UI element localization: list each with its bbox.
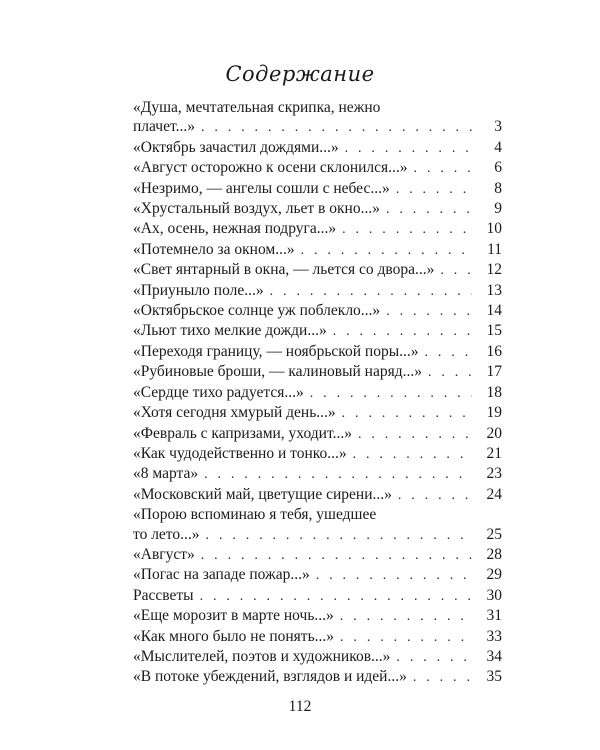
toc-entry-page: 34 — [486, 647, 502, 665]
toc-entry — [133, 158, 502, 178]
toc-entry-title: «Московский май, цветущие сирени...» — [133, 485, 392, 503]
toc-entry-row — [133, 199, 502, 219]
toc-entry-row — [133, 158, 502, 178]
toc-entry-title: «Потемнело за окном...» — [133, 240, 295, 258]
toc-entry-row — [133, 342, 502, 362]
toc-entry-page: 3 — [494, 118, 502, 136]
toc-entry-page: 28 — [486, 545, 502, 563]
dot-leader — [264, 282, 472, 301]
toc-entry — [133, 444, 502, 464]
toc-entry-page: 10 — [486, 220, 502, 238]
toc-entry-title: «Мыслителей, поэтов и художников...» — [133, 647, 391, 665]
toc-entry-title: «В потоке убеждений, взглядов и идей...» — [133, 668, 407, 686]
toc-entry-title: «Ах, осень, нежная подруга...» — [133, 220, 337, 238]
dot-leader — [422, 363, 472, 382]
dot-leader — [336, 220, 472, 239]
toc-entry — [133, 362, 502, 382]
toc-entry-page: 17 — [486, 363, 502, 381]
toc-entry-title: «Август» — [133, 545, 195, 563]
toc-entry-row — [133, 647, 502, 667]
dot-leader — [434, 261, 472, 280]
dot-leader — [352, 425, 472, 444]
toc-entry-title: «Переходя границу, — ноябрьской поры...» — [133, 342, 419, 360]
toc-entry-title: «Хотя сегодня хмурый день...» — [133, 404, 336, 422]
toc-entry-page: 12 — [486, 261, 502, 279]
dot-leader — [392, 486, 472, 505]
dot-leader — [339, 139, 472, 158]
toc-entry-page: 13 — [486, 281, 502, 299]
toc-entry — [133, 281, 502, 301]
toc-entry-page: 19 — [486, 404, 502, 422]
dot-leader — [194, 587, 472, 606]
toc-entry — [133, 138, 502, 158]
toc-entry — [133, 98, 502, 138]
toc-entry-row — [133, 321, 502, 341]
toc-entry-page: 9 — [494, 200, 502, 218]
toc-entry-page: 16 — [486, 342, 502, 360]
toc-entry — [133, 342, 502, 362]
toc-entry-page: 23 — [486, 465, 502, 483]
toc-entry — [133, 383, 502, 403]
dot-leader — [408, 159, 472, 178]
dot-leader — [380, 200, 472, 219]
toc-entry-page: 35 — [486, 668, 502, 686]
toc-entry-row — [133, 362, 502, 382]
toc-entry-page: 25 — [486, 525, 502, 543]
toc-entry-row — [133, 586, 502, 606]
dot-leader — [195, 546, 472, 565]
dot-leader — [310, 566, 472, 585]
toc-entry — [133, 464, 502, 484]
toc-entry-title: «Октябрь зачастил дождями...» — [133, 138, 339, 156]
toc-entry-row — [133, 545, 502, 565]
toc-entry — [133, 301, 502, 321]
toc-entry-title: «Сердце тихо радуется...» — [133, 383, 304, 401]
toc-entry-row — [133, 464, 502, 484]
toc-entry-page: 30 — [486, 586, 502, 604]
toc-entry — [133, 586, 502, 606]
toc-entry-row — [133, 403, 502, 423]
toc-entry-row — [133, 219, 502, 239]
toc-entry-row — [133, 179, 502, 199]
toc-entry-page: 15 — [486, 322, 502, 340]
toc-entry-page: 6 — [494, 159, 502, 177]
toc-entry-row — [133, 260, 502, 280]
toc-entry-page: 29 — [486, 566, 502, 584]
toc-entry-row — [133, 281, 502, 301]
dot-leader — [390, 180, 472, 199]
toc-entry-page: 4 — [494, 138, 502, 156]
toc-entry-page: 18 — [486, 383, 502, 401]
toc-entry — [133, 179, 502, 199]
toc-entry-title: «Незримо, — ангелы сошли с небес...» — [133, 179, 390, 197]
toc-entry-title: то лето...» — [133, 525, 200, 543]
toc-entry — [133, 321, 502, 341]
dot-leader — [390, 648, 472, 667]
toc-entry-row — [133, 138, 502, 158]
toc-entry-page: 20 — [486, 424, 502, 442]
toc-entry-title: «8 марта» — [133, 465, 199, 483]
toc-entry-row — [133, 444, 502, 464]
dot-leader — [407, 668, 472, 687]
toc-entry — [133, 545, 502, 565]
toc-entry-page: 21 — [486, 444, 502, 462]
dot-leader — [334, 628, 472, 647]
toc-entry — [133, 667, 502, 687]
toc-entry-title: «Рубиновые броши, — калиновый наряд...» — [133, 363, 422, 381]
toc-entry — [133, 647, 502, 667]
toc-entry — [133, 505, 502, 545]
dot-leader — [195, 118, 472, 137]
dot-leader — [295, 241, 472, 260]
toc-entry — [133, 240, 502, 260]
toc-entry-title-line: «Душа, мечтательная скрипка, нежно — [133, 99, 381, 116]
dot-leader — [419, 343, 472, 362]
toc-entry — [133, 627, 502, 647]
toc-entry-title: «Февраль с капризами, уходит...» — [133, 424, 352, 442]
toc-entry-row — [133, 240, 502, 260]
toc-entry — [133, 403, 502, 423]
toc-entry — [133, 606, 502, 626]
toc-entry-title: «Октябрьское солнце уж поблекло...» — [133, 302, 381, 320]
toc-entry-page: 33 — [486, 627, 502, 645]
toc-entry — [133, 485, 502, 505]
toc-entry — [133, 260, 502, 280]
toc-entry-title: «Погас на западе пожар...» — [133, 566, 310, 584]
toc-entry-title: «Свет янтарный в окна, — льется со двора...» — [133, 261, 435, 279]
toc-entry — [133, 199, 502, 219]
toc-entry-row — [133, 485, 502, 505]
toc-entry-row — [133, 301, 502, 321]
dot-leader — [336, 404, 472, 423]
toc-entry-title-line: «Порою вспоминаю я тебя, ушедшее — [133, 506, 377, 524]
toc-entry-page: 14 — [486, 302, 502, 320]
toc-entry — [133, 219, 502, 239]
toc-entry-row — [133, 424, 502, 444]
toc-entry-page: 31 — [486, 607, 502, 625]
toc-entry-row — [133, 627, 502, 647]
dot-leader — [334, 607, 472, 626]
page-title: Содержание — [225, 62, 375, 86]
dot-leader — [327, 322, 472, 341]
toc-entry-title: «Хрустальный воздух, льет в окно...» — [133, 200, 380, 218]
page-number: 112 — [288, 698, 312, 715]
toc-entry-title: плачет...» — [133, 118, 195, 136]
toc-entry-page: 24 — [486, 485, 502, 503]
toc-entry-title: «Август осторожно к осени склонился...» — [133, 159, 408, 177]
toc-entry — [133, 424, 502, 444]
toc-entry-row — [133, 667, 502, 687]
toc-entry-row — [133, 525, 502, 545]
dot-leader — [347, 445, 472, 464]
toc-entry-title: «Как много было не понять...» — [133, 627, 335, 645]
toc-entry-row — [133, 117, 502, 137]
toc-entry-page: 11 — [487, 240, 502, 258]
dot-leader — [380, 302, 472, 321]
toc-entry-title: «Льют тихо мелкие дожди...» — [133, 322, 327, 340]
toc-entry — [133, 565, 502, 585]
toc-entry-title: «Приуныло поле...» — [133, 281, 264, 299]
toc-entry-title: «Еще морозит в марте ночь...» — [133, 607, 334, 625]
toc-entry-title: Рассветы — [133, 586, 194, 604]
toc-entry-row — [133, 565, 502, 585]
toc-entry-row — [133, 606, 502, 626]
dot-leader — [198, 465, 472, 484]
toc-entry-page: 8 — [494, 179, 502, 197]
toc-entry-row — [133, 383, 502, 403]
toc-entry-title: «Как чудодейственно и тонко...» — [133, 444, 347, 462]
table-of-contents — [133, 98, 502, 688]
dot-leader — [304, 384, 472, 403]
dot-leader — [200, 526, 472, 545]
